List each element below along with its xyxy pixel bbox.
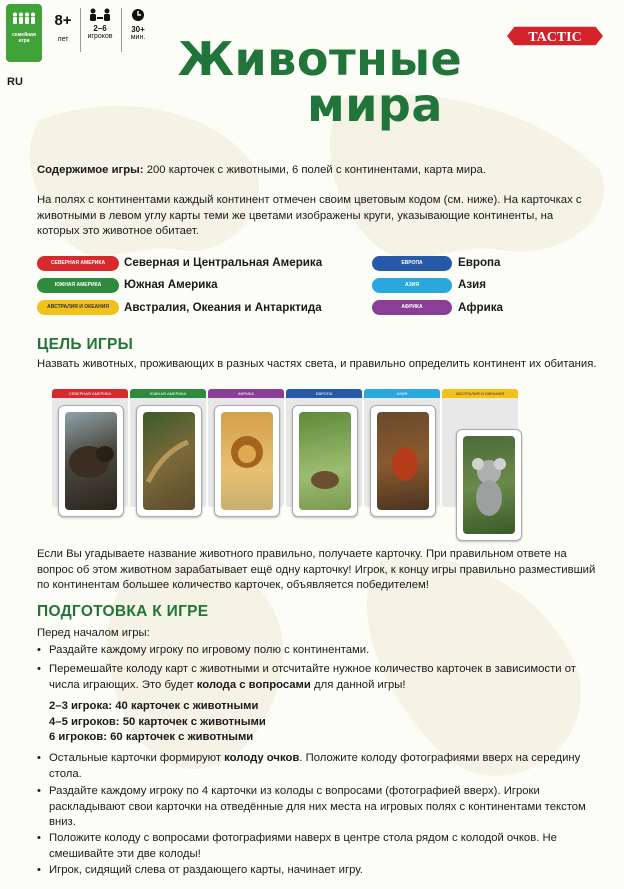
slot-label: АВСТРАЛИЯ И ОКЕАНИЯ — [442, 389, 518, 398]
time-info — [122, 8, 154, 42]
goal-text: Назвать животных, проживающих в разных частях света, и правильно определить континент их обитания. — [37, 358, 597, 370]
lion-photo — [221, 412, 273, 510]
slot-label: СЕВЕРНАЯ АМЕРИКА — [52, 389, 128, 398]
slot-label: АЗИЯ — [364, 389, 440, 398]
animal-card-hedgehog — [292, 405, 358, 517]
setup-item-2 — [37, 662, 597, 693]
setup-item-1: • Раздайте каждому игроку по игровому полю с континентами. — [37, 643, 597, 659]
points-deck-term: колоду очков — [224, 752, 300, 764]
setup-lead: Перед началом игры: — [37, 627, 150, 639]
legend-pill-europe: ЕВРОПА — [372, 256, 452, 271]
count-4-5: 4–5 игроков: 50 карточек с животными — [49, 715, 266, 728]
red-panda-photo — [377, 412, 429, 510]
players-icon — [88, 8, 112, 22]
legend-pill-africa: АФРИКА — [372, 300, 452, 315]
setup-item-6: • Игрок, сидящий слева от раздающего карты, начинает игру. — [37, 863, 597, 879]
age-label: лет — [57, 36, 69, 43]
slot-label: ЕВРОПА — [286, 389, 362, 398]
contents-text: 200 карточек с животными, 6 полей с континентами, карта мира. — [143, 164, 486, 176]
legend-name-south-america: Южная Америка — [124, 278, 218, 291]
lizard-photo — [143, 412, 195, 510]
players-label: игроков — [87, 33, 113, 40]
legend-name-australia: Австралия, Океания и Антарктида — [124, 301, 322, 314]
card-counts — [49, 699, 609, 746]
setup-item-3 — [37, 751, 597, 782]
question-deck-term: колода с вопросами — [196, 678, 311, 691]
setup-item-2-end: для данной игры! — [310, 678, 406, 691]
legend-name-africa: Африка — [458, 301, 503, 314]
age-info — [46, 8, 80, 44]
guess-paragraph: Если Вы угадываете название животного правильно, получаете карточку. При правильном ответе на вопрос об этом животном зарабатывает ещё одну карточку! Игрок, к концу игры правильно разместивший по континентам большее количество карточек, объявляется победителем! — [37, 548, 596, 591]
setup-heading: ПОДГОТОВКА К ИГРЕ — [37, 603, 209, 620]
age-value: 8+ — [54, 12, 72, 29]
clock-icon — [131, 8, 145, 22]
animal-card-lion — [214, 405, 280, 517]
time-label: мин. — [130, 34, 146, 41]
title-line-2: мира — [307, 78, 443, 132]
contents-paragraph — [37, 163, 597, 179]
setup-item-3-end: . Положите колоду фотографиями вверх на середину стола. — [49, 752, 581, 780]
family-game-badge — [6, 4, 42, 62]
bison-photo — [65, 412, 117, 510]
slot-label: АФРИКА — [208, 389, 284, 398]
divider — [121, 8, 122, 52]
koala-photo — [463, 436, 515, 534]
tactic-logo — [504, 22, 606, 50]
legend-pill-asia: АЗИЯ — [372, 278, 452, 293]
game-board-illustration — [52, 389, 537, 538]
title-line-1: Животные — [177, 32, 463, 86]
badge-text: семейная игра — [12, 32, 36, 44]
players-value: 2–6 — [93, 24, 107, 33]
language-code: RU — [7, 76, 23, 88]
intro-paragraph: На полях с континентами каждый континент отмечен своим цветовым кодом (см. ниже). На карточках с животными в левом углу карты теми же цветами изображены круги, указывающие континенты, на которых это животное обитает. — [37, 194, 582, 237]
animal-card-red-panda — [370, 405, 436, 517]
legend-name-north-america: Северная и Центральная Америка — [124, 256, 323, 269]
legend-pill-south-america: ЮЖНАЯ АМЕРИКА — [37, 278, 119, 293]
slot-label: ЮЖНАЯ АМЕРИКА — [130, 389, 206, 398]
hedgehog-photo — [299, 412, 351, 510]
page-title — [160, 32, 480, 132]
count-2-3: 2–3 игрока: 40 карточек с животными — [49, 700, 259, 712]
people-icon — [11, 12, 37, 24]
setup-item-5: • Положите колоду с вопросами фотографиями наверх в центре стола рядом с колодой очков. Не смешивайте эти две колоды! — [37, 831, 597, 862]
animal-card-lizard — [136, 405, 202, 517]
contents-label: Содержимое игры: — [37, 164, 144, 176]
count-6: 6 игроков: 60 карточек с животными — [49, 731, 254, 743]
goal-heading: ЦЕЛЬ ИГРЫ — [37, 336, 134, 353]
legend-name-europe: Европа — [458, 256, 501, 269]
legend-name-asia: Азия — [458, 278, 487, 291]
logo-text: TACTIC — [528, 30, 582, 45]
time-value: 30+ — [131, 25, 145, 34]
divider — [80, 8, 81, 52]
setup-item-2-text: Перемешайте колоду карт с животными и отсчитайте нужное количество карточек в зависимости от числа играющих. Это будет — [49, 663, 576, 691]
animal-card-koala — [456, 429, 522, 541]
players-info — [80, 8, 120, 41]
legend-pill-north-america: СЕВЕРНАЯ АМЕРИКА — [37, 256, 119, 271]
legend-pill-australia: АВСТРАЛИЯ И ОКЕАНИЯ — [37, 300, 119, 315]
setup-item-4: • Раздайте каждому игроку по 4 карточки из колоды с вопросами (фотографией вверх). Игроки раскладывают свои карточки на отведённые для них места на игровых полях с континентами текстом вниз. — [37, 784, 597, 831]
animal-card-bison — [58, 405, 124, 517]
setup-item-3-text: Остальные карточки формируют — [49, 752, 225, 764]
